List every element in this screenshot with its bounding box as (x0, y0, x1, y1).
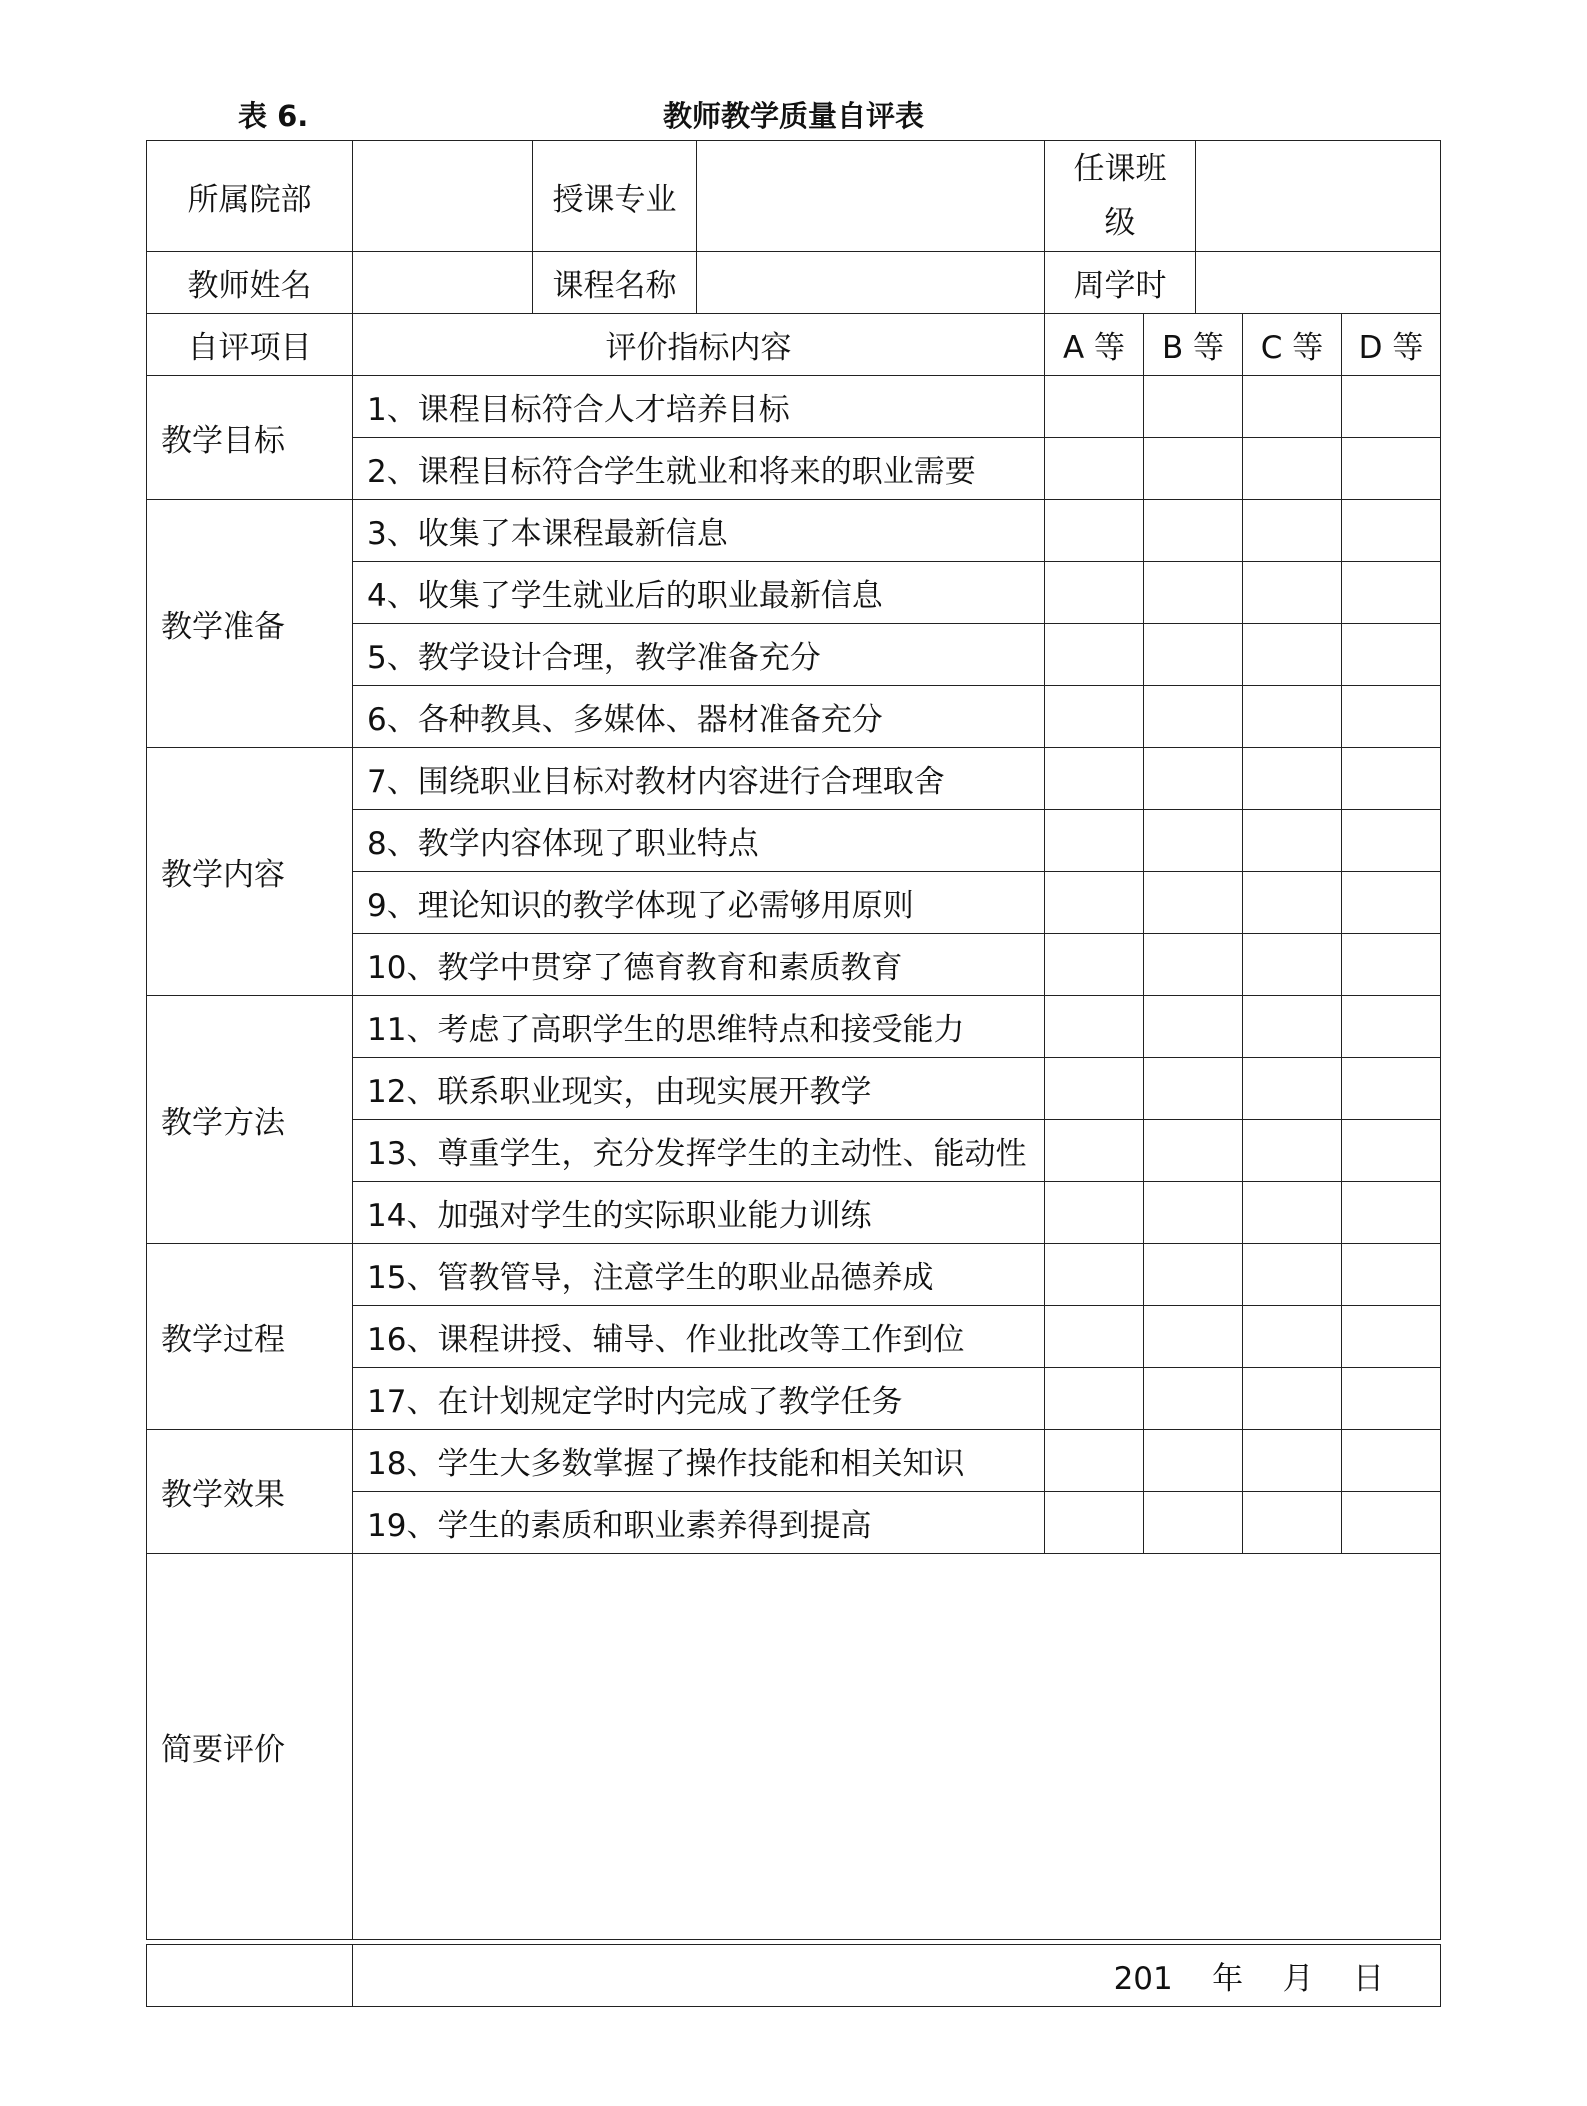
group-label: 教学目标 (147, 376, 353, 500)
department-label: 所属院部 (147, 141, 353, 252)
teacher-field[interactable] (353, 252, 533, 314)
page-title: 教师教学质量自评表 (662, 99, 924, 133)
grade-d-cell[interactable] (1342, 1368, 1441, 1430)
grade-b-cell[interactable] (1144, 500, 1243, 562)
grade-c-cell[interactable] (1243, 562, 1342, 624)
grade-a-cell[interactable] (1045, 872, 1144, 934)
group-label: 教学过程 (147, 1244, 353, 1430)
grade-c-cell[interactable] (1243, 376, 1342, 438)
grade-a-cell[interactable] (1045, 1368, 1144, 1430)
grade-c-cell[interactable] (1243, 872, 1342, 934)
grade-c-cell[interactable] (1243, 1430, 1342, 1492)
grade-b-cell[interactable] (1144, 996, 1243, 1058)
grade-d-cell[interactable] (1342, 500, 1441, 562)
hours-field[interactable] (1196, 252, 1441, 314)
date-line: 201 年 月 日 (353, 1945, 1441, 2007)
grade-c-cell[interactable] (1243, 624, 1342, 686)
group-label: 教学方法 (147, 996, 353, 1244)
indicator-text: 3、收集了本课程最新信息 (353, 500, 1045, 562)
indicator-text: 12、联系职业现实，由现实展开教学 (353, 1058, 1045, 1120)
grade-a-cell[interactable] (1045, 1058, 1144, 1120)
department-field[interactable] (353, 141, 533, 252)
evaluation-table (146, 140, 1441, 1940)
indicator-text: 16、课程讲授、辅导、作业批改等工作到位 (353, 1306, 1045, 1368)
grade-b-cell[interactable] (1144, 624, 1243, 686)
grade-d-header: D 等 (1342, 314, 1441, 376)
grade-a-cell[interactable] (1045, 376, 1144, 438)
table-row (147, 376, 1441, 438)
indicator-text: 19、学生的素质和职业素养得到提高 (353, 1492, 1045, 1554)
indicator-text: 6、各种教具、多媒体、器材准备充分 (353, 686, 1045, 748)
indicator-text: 14、加强对学生的实际职业能力训练 (353, 1182, 1045, 1244)
grade-c-cell[interactable] (1243, 686, 1342, 748)
grade-b-header: B 等 (1144, 314, 1243, 376)
table-label: 表 6. (238, 99, 309, 133)
grade-b-cell[interactable] (1144, 1430, 1243, 1492)
grade-a-cell[interactable] (1045, 686, 1144, 748)
grade-d-cell[interactable] (1342, 624, 1441, 686)
grade-b-cell[interactable] (1144, 686, 1243, 748)
grade-d-cell[interactable] (1342, 1058, 1441, 1120)
grade-b-cell[interactable] (1144, 376, 1243, 438)
table-row (147, 1430, 1441, 1492)
grade-a-cell[interactable] (1045, 1492, 1144, 1554)
grade-d-cell[interactable] (1342, 996, 1441, 1058)
item-header: 自评项目 (147, 314, 353, 376)
summary-field[interactable] (353, 1554, 1441, 1940)
grade-a-cell[interactable] (1045, 438, 1144, 500)
major-field[interactable] (697, 141, 1045, 252)
grade-a-cell[interactable] (1045, 996, 1144, 1058)
teacher-label: 教师姓名 (147, 252, 353, 314)
indicator-text: 9、理论知识的教学体现了必需够用原则 (353, 872, 1045, 934)
grade-b-cell[interactable] (1144, 810, 1243, 872)
grade-c-cell[interactable] (1243, 810, 1342, 872)
grade-c-cell[interactable] (1243, 1492, 1342, 1554)
grade-b-cell[interactable] (1144, 562, 1243, 624)
grade-d-cell[interactable] (1342, 748, 1441, 810)
indicator-text: 1、课程目标符合人才培养目标 (353, 376, 1045, 438)
grade-c-cell[interactable] (1243, 1120, 1342, 1182)
grade-a-cell[interactable] (1045, 810, 1144, 872)
grade-c-cell[interactable] (1243, 1244, 1342, 1306)
course-label: 课程名称 (533, 252, 697, 314)
group-label: 教学内容 (147, 748, 353, 996)
grade-a-cell[interactable] (1045, 1182, 1144, 1244)
grade-b-cell[interactable] (1144, 1306, 1243, 1368)
grade-a-cell[interactable] (1045, 1430, 1144, 1492)
grade-b-cell[interactable] (1144, 1244, 1243, 1306)
indicator-text: 10、教学中贯穿了德育教育和素质教育 (353, 934, 1045, 996)
grade-d-cell[interactable] (1342, 934, 1441, 996)
table-row (147, 996, 1441, 1058)
grade-b-cell[interactable] (1144, 872, 1243, 934)
grade-a-cell[interactable] (1045, 500, 1144, 562)
grade-c-cell[interactable] (1243, 748, 1342, 810)
indicator-text: 4、收集了学生就业后的职业最新信息 (353, 562, 1045, 624)
grade-a-cell[interactable] (1045, 624, 1144, 686)
grade-c-cell[interactable] (1243, 1368, 1342, 1430)
signature-field[interactable] (147, 1945, 353, 2007)
grade-b-cell[interactable] (1144, 1492, 1243, 1554)
indicator-text: 13、尊重学生，充分发挥学生的主动性、能动性 (353, 1120, 1045, 1182)
grade-b-cell[interactable] (1144, 438, 1243, 500)
summary-label: 简要评价 (147, 1554, 353, 1940)
course-field[interactable] (697, 252, 1045, 314)
indicator-text: 8、教学内容体现了职业特点 (353, 810, 1045, 872)
indicator-text: 7、围绕职业目标对教材内容进行合理取舍 (353, 748, 1045, 810)
grade-a-cell[interactable] (1045, 934, 1144, 996)
indicator-text: 17、在计划规定学时内完成了教学任务 (353, 1368, 1045, 1430)
grade-c-cell[interactable] (1243, 1182, 1342, 1244)
grade-d-cell[interactable] (1342, 438, 1441, 500)
grade-a-header: A 等 (1045, 314, 1144, 376)
grade-d-cell[interactable] (1342, 1120, 1441, 1182)
class-field[interactable] (1196, 141, 1441, 252)
grade-d-cell[interactable] (1342, 810, 1441, 872)
grade-b-cell[interactable] (1144, 1058, 1243, 1120)
grade-b-cell[interactable] (1144, 748, 1243, 810)
grade-d-cell[interactable] (1342, 1244, 1441, 1306)
grade-c-header: C 等 (1243, 314, 1342, 376)
grade-d-cell[interactable] (1342, 562, 1441, 624)
grade-c-cell[interactable] (1243, 500, 1342, 562)
grade-d-cell[interactable] (1342, 1492, 1441, 1554)
class-label: 任课班级 (1045, 141, 1196, 252)
grade-a-cell[interactable] (1045, 1244, 1144, 1306)
grade-b-cell[interactable] (1144, 1368, 1243, 1430)
grade-d-cell[interactable] (1342, 1430, 1441, 1492)
grade-c-cell[interactable] (1243, 1058, 1342, 1120)
grade-a-cell[interactable] (1045, 562, 1144, 624)
indicator-text: 5、教学设计合理，教学准备充分 (353, 624, 1045, 686)
group-label: 教学效果 (147, 1430, 353, 1554)
date-table (146, 1944, 1441, 2007)
table-row (147, 500, 1441, 562)
grade-c-cell[interactable] (1243, 996, 1342, 1058)
grade-d-cell[interactable] (1342, 872, 1441, 934)
grade-d-cell[interactable] (1342, 376, 1441, 438)
indicator-text: 2、课程目标符合学生就业和将来的职业需要 (353, 438, 1045, 500)
grade-d-cell[interactable] (1342, 686, 1441, 748)
table-row (147, 748, 1441, 810)
grade-b-cell[interactable] (1144, 934, 1243, 996)
grade-c-cell[interactable] (1243, 438, 1342, 500)
grade-c-cell[interactable] (1243, 934, 1342, 996)
indicator-text: 11、考虑了高职学生的思维特点和接受能力 (353, 996, 1045, 1058)
indicator-text: 15、管教管导，注意学生的职业品德养成 (353, 1244, 1045, 1306)
indicator-header: 评价指标内容 (353, 314, 1045, 376)
table-row (147, 1244, 1441, 1306)
grade-d-cell[interactable] (1342, 1306, 1441, 1368)
grade-a-cell[interactable] (1045, 748, 1144, 810)
grade-d-cell[interactable] (1342, 1182, 1441, 1244)
grade-b-cell[interactable] (1144, 1120, 1243, 1182)
grade-a-cell[interactable] (1045, 1120, 1144, 1182)
hours-label: 周学时 (1045, 252, 1196, 314)
grade-a-cell[interactable] (1045, 1306, 1144, 1368)
group-label: 教学准备 (147, 500, 353, 748)
grade-b-cell[interactable] (1144, 1182, 1243, 1244)
major-label: 授课专业 (533, 141, 697, 252)
grade-c-cell[interactable] (1243, 1306, 1342, 1368)
indicator-text: 18、学生大多数掌握了操作技能和相关知识 (353, 1430, 1045, 1492)
